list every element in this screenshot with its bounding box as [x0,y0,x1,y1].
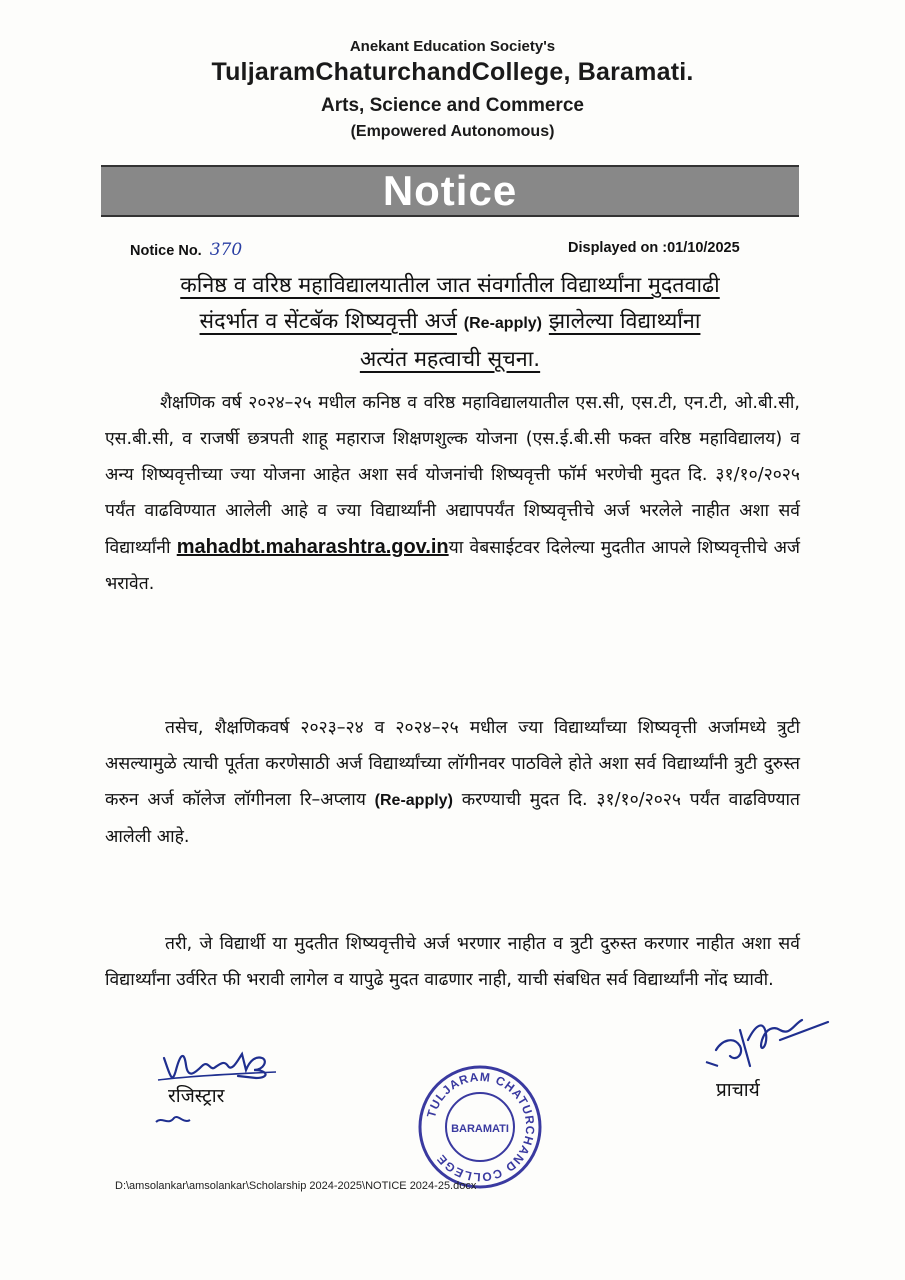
notice-number [130,240,242,260]
notice-number-label: Notice No. [130,243,202,259]
subject-line-2a: संदर्भात व सेंटबॅक शिष्यवृत्ती अर्ज [199,309,457,334]
college-stamp [415,1062,545,1192]
subject-line-2 [100,304,800,342]
file-path-footer: D:\amsolankar\amsolankar\Scholarship 2024-2025\NOTICE 2024-25.docx [115,1180,477,1192]
subject-line-3 [100,342,800,378]
paragraph-2-start: तसेच, शैक्षणिकवर्ष २०२३–२४ व २०२४–२५ मधील ज्या विद्यार्थ्यांच्या शिष्यवृत्ती अर्जामध्ये त्रुटी असल्यामुळे त्याची पूर्तता करणेसाठी अर्ज विद्यार्थ्यांच्या लॉगीनवर पाठविले होते अशा सर्व विद्यार्थ्यांनी त्रुटी दुरुस्त करुन अर्ज कॉलेज लॉगीनला रि–अप्लाय [105,718,800,810]
paragraph-1-start: शैक्षणिक वर्ष २०२४–२५ मधील कनिष्ठ व वरिष्ठ महाविद्यालयातील एस.सी, एस.टी, एन.टी, ओ.बी.सी, एस.बी.सी, व राजर्षी छत्रपती शाहू महाराज शिक्षणशुल्क योजना (एस.ई.बी.सी फक्त वरिष्ठ महाविद्यालय) व अन्य शिष्यवृत्तीच्या ज्या योजना आहेत अशा सर्व योजनांची शिष्यवृत्ती फॉर्म भरणेची मुदत दि. ३१/१०/२०२५ पर्यंत वाढविण्यात आलेली आहे व ज्या विद्यार्थ्यांनी अद्यापपर्यंत शिष्यवृत्तीचे अर्ज भरलेले नाहीत अशा सर्व विद्यार्थ्यांनी [105,393,800,558]
paragraph-2-reapply: (Re-apply) [374,792,453,809]
paragraph-2 [105,710,800,855]
mahadbt-link[interactable]: mahadbt.maharashtra.gov.in [176,536,449,558]
display-date: Displayed on :01/10/2025 [568,240,740,256]
notice-number-value: 370 [209,240,243,260]
principal-label: प्राचार्य [716,1079,760,1101]
notice-title: Notice [382,167,518,214]
paragraph-1-end: या वेबसाईटवर दिलेल्या मुदतीत आपले शिष्यवृत्तीचे अर्ज भरावेत. [105,538,800,594]
stamp-ring-text: TULJARAM CHATURCHAND COLLEGE [424,1069,538,1185]
college-streams: Arts, Science and Commerce [321,95,584,116]
notice-banner [101,165,799,217]
subject-reapply: (Re-apply) [463,315,543,332]
paragraph-3: तरी, जे विद्यार्थी या मुदतीत शिष्यवृत्तीचे अर्ज भरणार नाहीत व त्रुटी दुरुस्त करणार नाहीत अशा सर्व विद्यार्थ्यांना उर्वरित फी भरावी लागेल व यापुढे मुदत वाढणार नाही, याची संबधित सर्व विद्यार्थ्यांनी नोंद घ्यावी. [105,934,800,990]
subject-line-1: कनिष्ठ व वरिष्ठ महाविद्यालयातील जात संवर्गातील विद्यार्थ्यांना मुदतवाढी [180,273,720,298]
registrar-label: रजिस्ट्रार [168,1085,225,1107]
society-name: Anekant Education Society's [349,38,556,55]
subject-line-2c: झालेल्या विद्यार्थ्यांना [548,309,701,334]
college-name: TuljaramChaturchandCollege, Baramati. [211,58,694,86]
subject-line-3-text: अत्यंत महत्वाची सूचना. [359,347,541,372]
principal-signature [700,1010,840,1080]
college-status: (Empowered Autonomous) [350,123,555,140]
stamp-center-text: BARAMATI [451,1123,509,1135]
paragraph-2-end: करण्याची मुदत दि. ३१/१०/२०२५ पर्यंत वाढविण्यात आलेली आहे. [105,790,800,847]
paragraph-1 [105,385,800,602]
notice-subject [100,268,800,378]
